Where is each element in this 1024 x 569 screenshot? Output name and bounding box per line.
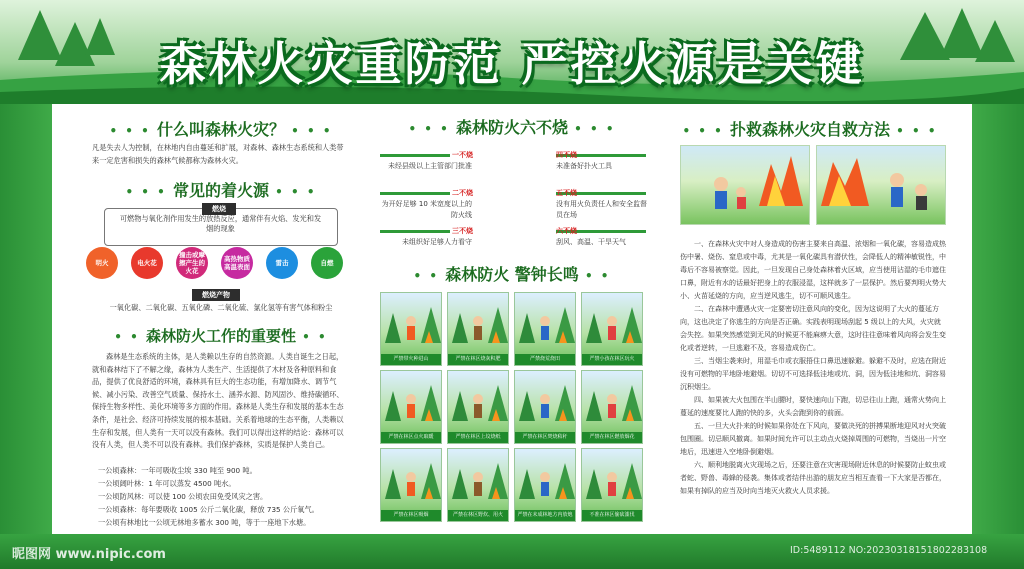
rescue-paragraph: 四、如果被大火包围在半山腰时，要快速向山下跑，切忌往山上跑，通常火势向上蔓延的速度要比人跑的快的多，火头会跑到你的前面。 [680, 396, 946, 417]
what-is-fire-heading: • • • 什么叫森林火灾？ • • • [109, 120, 333, 139]
self-rescue-text [680, 238, 946, 498]
fire-source-circle: 高热物质高温表面 [221, 247, 253, 279]
prohibition-caption: 严禁在林区上坟烧纸 [448, 432, 508, 443]
prohibition-caption: 不准在林区偷砍滥伐 [582, 510, 642, 521]
watermark-right: ID:5489112 NO:20230318151802283108 [790, 545, 988, 556]
burn-text: 可燃物与氧化剂作用发生的放热反应，通常伴有火焰、发光和发烟的现象 [119, 214, 322, 233]
rule-text: 为开好足够 10 米宽度以上的防火线 [381, 200, 472, 219]
left-border [0, 104, 52, 534]
prohibition-illustration [381, 449, 441, 510]
prohibition-card [380, 292, 442, 366]
fire-source-circle: 明火 [86, 247, 118, 279]
rescue-paragraph: 三、当烟尘袭来时，用湿毛巾或衣服捂住口鼻迅速躲避。躲避不及时，应选在附近没有可燃物的平地卧地避烟。切切不可选择低洼地或坑、洞，因为低洼地和坑、洞容易沉积烟尘。 [680, 357, 946, 391]
rule-title: 三不烧 [452, 227, 473, 235]
prohibition-caption: 严禁在林区焚烧秸秆 [515, 432, 575, 443]
fire-source-circle: 雷击 [266, 247, 298, 279]
prohibition-card [447, 448, 509, 522]
page-title: 森林火灾重防范 严控火源是关键 [159, 37, 865, 91]
rescue-paragraph: 六、顺利地脱离火灾现场之后，还要注意在灾害现场附近休息的时候要防止蚊虫或者蛇、野兽、毒蜂的侵袭。集体或者结伴出游的朋友应当相互查看一下大家是否都在，如果有掉队的应当及时向当地灭火救火人员求援。 [680, 461, 946, 495]
fire-source-circle: 自燃 [311, 247, 343, 279]
right-border [972, 104, 1024, 534]
fire-source-heading: • • • 常见的着火源 • • • [125, 181, 317, 200]
what-is-fire-text: 凡是失去人为控制，在林地内自由蔓延和扩展，对森林、森林生态系统和人类带来一定危害和损失的森林气候都称为森林火灾。 [92, 143, 344, 166]
rule-text: 刮风、高温、干旱天气 [556, 238, 626, 246]
rescue-paragraph: 一、在森林火灾中对人身造成的伤害主要来自高温、浓烟和一氧化碳，容易造成热伤中暑、烧伤、窒息或中毒，尤其是一氧化碳具有潜伏性，会降低人的精神敏锐性，中毒后不容易被察觉。因此，一旦发现自己身处森林着火区域，应当使用沾湿的毛巾遮住口鼻，附近有水的话最好把身上的衣服浸湿，这样就多了一层保护。然后要判明火势大小、火苗延烧的方向，应当逆风逃生，切不可顺风逃生。 [680, 240, 946, 300]
rule-title: 一不烧 [452, 151, 473, 159]
rescue-illustration-right [816, 145, 946, 225]
rule-title: 四不烧 [556, 151, 577, 159]
burn-tag: 燃烧 [202, 203, 236, 215]
rule-text: 未经县级以上主管部门批准 [388, 162, 472, 170]
prohibition-caption: 严禁带火种进山 [381, 354, 441, 365]
prohibition-card [380, 448, 442, 522]
alarm-heading: • • 森林防火 警钟长鸣 • • [413, 265, 611, 284]
rule-divider [380, 192, 450, 195]
prohibition-caption: 严禁烧荒烧田 [515, 354, 575, 365]
prohibition-illustration [381, 371, 441, 432]
fact-item: 一公顷防风林：可以使 100 公顷农田免受风灾之害。 [98, 492, 268, 501]
prohibition-illustration [448, 293, 508, 354]
prohibition-card [447, 292, 509, 366]
fact-item: 一公顷森林：一年可吸收尘埃 330 吨至 900 吨。 [98, 466, 257, 475]
prohibition-caption: 严禁在林区烧灰积肥 [448, 354, 508, 365]
prohibition-caption: 严禁在未成林地方内放炮 [515, 510, 575, 521]
prohibition-caption: 严禁在林区野炊、用火 [448, 510, 508, 521]
prohibition-illustration [582, 371, 642, 432]
fact-item: 一公顷森林：每年要吸收 1005 公斤二氧化碳，释放 735 公斤氧气。 [98, 505, 319, 514]
rule-text: 未组织好足够人力看守 [402, 238, 472, 246]
six-rules-heading: • • • 森林防火六不烧 • • • [408, 118, 616, 137]
importance-text: 森林是生态系统的主体，是人类赖以生存的自然资源。人类自诞生之日起，就和森林结下了不解之缘，森林为人类生产、生活提供了木材及各种原料和食品，提供了优良舒适的环境，森林具有巨大的生态功能，有增加降水、调节气候、减小污染、改善空气质量、保持水土、涵养水源、防风固沙、维持碳循环、保持生物多样性、美化环境等多方面的作用。森林是人类生存和发展的基本生态条件，是社会、经济可持续发展的根本基础。关系着地球的生态平衡，人类赖以生存和发展，但人类有一天可以没有森林。我们可以得出这样的结论：森林可以没有人类，但人类不可以没有森林。我们保护森林，实质是保护人类自己。 [92, 352, 344, 450]
header-banner [0, 0, 1024, 104]
self-rescue-heading: • • • 扑救森林火灾自救方法 • • • [682, 120, 938, 139]
prohibition-card [514, 370, 576, 444]
rule-text: 没有用火负责任人和安全监督员在场 [556, 200, 647, 219]
prohibition-illustration [515, 449, 575, 510]
rule-text: 未准备好扑火工具 [556, 162, 612, 170]
fact-item: 一公顷有林地比一公顷无林地多蓄水 300 吨，等于一座地下水塘。 [98, 518, 311, 527]
rule-title: 五不烧 [556, 189, 577, 197]
prohibition-caption: 严禁在林区吸烟 [381, 510, 441, 521]
rule-title: 二不烧 [452, 189, 473, 197]
watermark-left: 昵图网 www.nipic.com [12, 547, 166, 562]
rule-title: 六不烧 [556, 227, 577, 235]
product-tag: 燃烧产物 [192, 289, 240, 301]
prohibition-caption: 严禁在林区点火取暖 [381, 432, 441, 443]
prohibition-caption: 严禁小孩在林区玩火 [582, 354, 642, 365]
product-text: 一氧化碳、二氧化碳、五氧化磷、二氧化硫、氯化氢等有害气体和粉尘 [109, 303, 333, 312]
prohibition-card [380, 370, 442, 444]
importance-heading: • • 森林防火工作的重要性 • • [114, 327, 328, 345]
prohibition-card [447, 370, 509, 444]
fire-source-circle: 电火花 [131, 247, 163, 279]
prohibition-illustration [381, 293, 441, 354]
prohibition-illustration [515, 293, 575, 354]
fire-source-circle: 撞击或摩擦产生的火花 [176, 247, 208, 279]
rule-divider [380, 154, 450, 157]
prohibition-card [581, 292, 643, 366]
prohibition-card [581, 448, 643, 522]
rescue-paragraph: 二、在森林中遭遇火灾一定要密切注意风向的变化，因为这说明了大火的蔓延方向，这也决定了你逃生的方向是否正确。实践表明现场刮起 5 级以上的大风，火灾就会失控。如果突然感觉到无风的时候更不能麻痹大意，这时往往意味着风向将会发生变化或者逆转，一旦逃避不及，容易造成伤亡。 [680, 305, 946, 352]
fact-item: 一公顷阔叶林：1 年可以蒸发 4500 吨水。 [98, 479, 236, 488]
prohibition-illustration [582, 449, 642, 510]
prohibition-illustration [448, 371, 508, 432]
prohibition-card [581, 370, 643, 444]
prohibition-illustration [582, 293, 642, 354]
prohibition-illustration [448, 449, 508, 510]
rescue-paragraph: 五、一旦大火扑来的时候如果你处在下风向，要做决死的拼搏果断地迎风对火突破包围圈。切忌顺风撤离。如果时间允许可以主动点火烧掉周围的可燃物，当烧出一片空地后，迅速进入空地卧倒避烟。 [680, 422, 946, 456]
rule-divider [380, 230, 450, 233]
rescue-illustration-left [680, 145, 810, 225]
prohibition-card [514, 448, 576, 522]
prohibition-caption: 严禁在林区燃放烟花 [582, 432, 642, 443]
prohibition-illustration [515, 371, 575, 432]
prohibition-card [514, 292, 576, 366]
